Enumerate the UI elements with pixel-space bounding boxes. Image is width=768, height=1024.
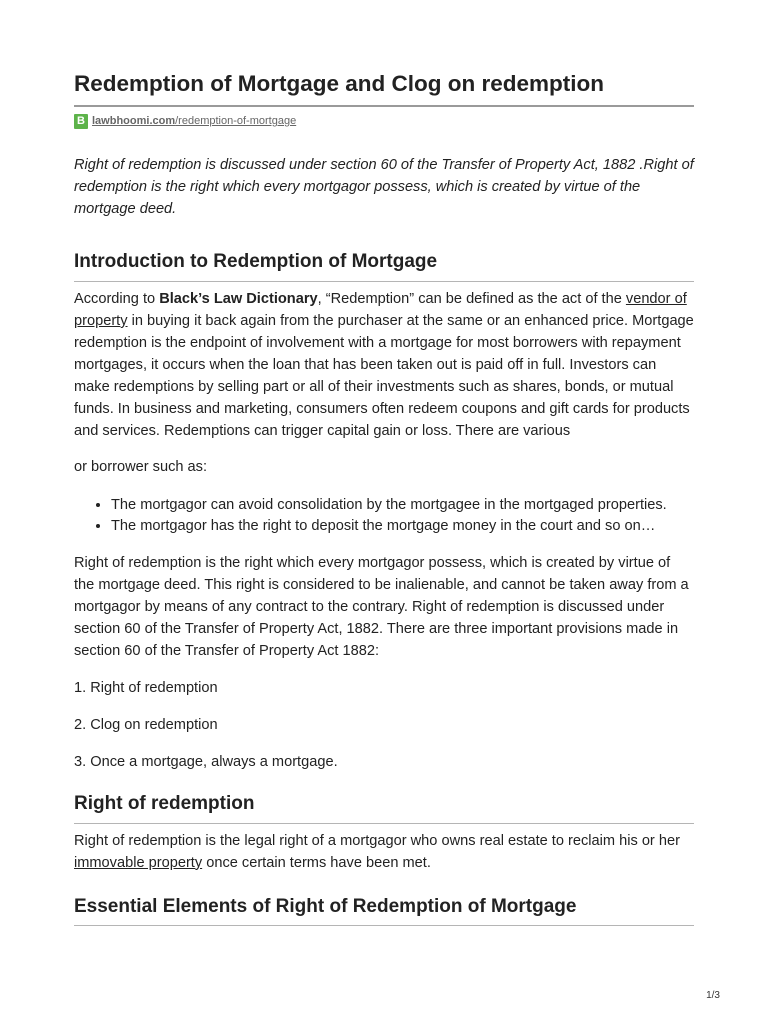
right-text-pre: Right of redemption is the legal right of a mortgagor who owns real estate to reclaim his or her	[74, 832, 680, 849]
bullet-list	[74, 495, 694, 537]
source-line	[74, 112, 694, 130]
lead-paragraph: Right of redemption is discussed under section 60 of the Transfer of Property Act, 1882 .Right of redemption is the right which every mortgagor possess, which is created by virtue of the mortgage deed.	[74, 157, 694, 218]
provision-item: 3. Once a mortgage, always a mortgage.	[74, 753, 338, 770]
intro-text-pre: According to	[74, 290, 160, 307]
intro-paragraph-3: Right of redemption is the right which every mortgagor possess, which is created by virtue of the mortgage deed. This right is considered to be inalienable, and cannot be taken away from a mortgagor by means of any contract to the contrary. Right of redemption is discussed under section 60 of the Transfer of Property Act, 1882. There are three important provisions made in section 60 of the Transfer of Property Act 1882:	[74, 554, 689, 659]
list-item: • The mortgagor can avoid consolidation by the mortgagee in the mortgaged properties.	[111, 495, 694, 516]
list-item: • The mortgagor has the right to deposit the mortgage money in the court and so on…	[111, 516, 694, 537]
document-page	[74, 70, 694, 926]
right-paragraph	[74, 830, 694, 874]
source-link[interactable]	[92, 115, 296, 127]
right-text-post: once certain terms have been met.	[202, 854, 431, 871]
section-heading-right-of-redemption: Right of redemption	[74, 792, 694, 824]
intro-paragraph-1	[74, 288, 694, 442]
source-host: lawbhoomi.com	[92, 115, 176, 128]
immovable-property-link[interactable]: immovable property	[74, 854, 203, 871]
intro-text-post: in buying it back again from the purchaser at the same or an enhanced price. Mortgage redemption is the endpoint of involvement with a mortgage for most borrowers with repayment mortgages, it occurs when the loan that has been taken out is paid off in full. Investors can make redemptions by selling part or all of their investments such as shares, bonds, or mutual funds. In business and marketing, consumers often redeem coupons and gift cards for products and services. Redemptions can trigger capital gain or loss. There are various	[74, 312, 694, 439]
intro-paragraph-2: or borrower such as:	[74, 458, 208, 475]
provision-item: 1. Right of redemption	[74, 679, 218, 696]
site-favicon-icon: B	[74, 114, 88, 129]
source-path: /redemption-of-mortgage	[175, 115, 297, 128]
blacks-law-dictionary-bold: Black’s Law Dictionary	[159, 290, 318, 307]
page-title: Redemption of Mortgage and Clog on redemption	[74, 70, 694, 107]
provision-item: 2. Clog on redemption	[74, 716, 218, 733]
vendor-of-property-link[interactable]: vendor of property	[74, 290, 687, 329]
section-heading-essential-elements: Essential Elements of Right of Redemption of Mortgage	[74, 895, 694, 927]
page-number: 1/3	[706, 990, 720, 1001]
section-heading-introduction: Introduction to Redemption of Mortgage	[74, 250, 694, 282]
intro-text-mid: , “Redemption” can be defined as the act of the	[317, 290, 626, 307]
